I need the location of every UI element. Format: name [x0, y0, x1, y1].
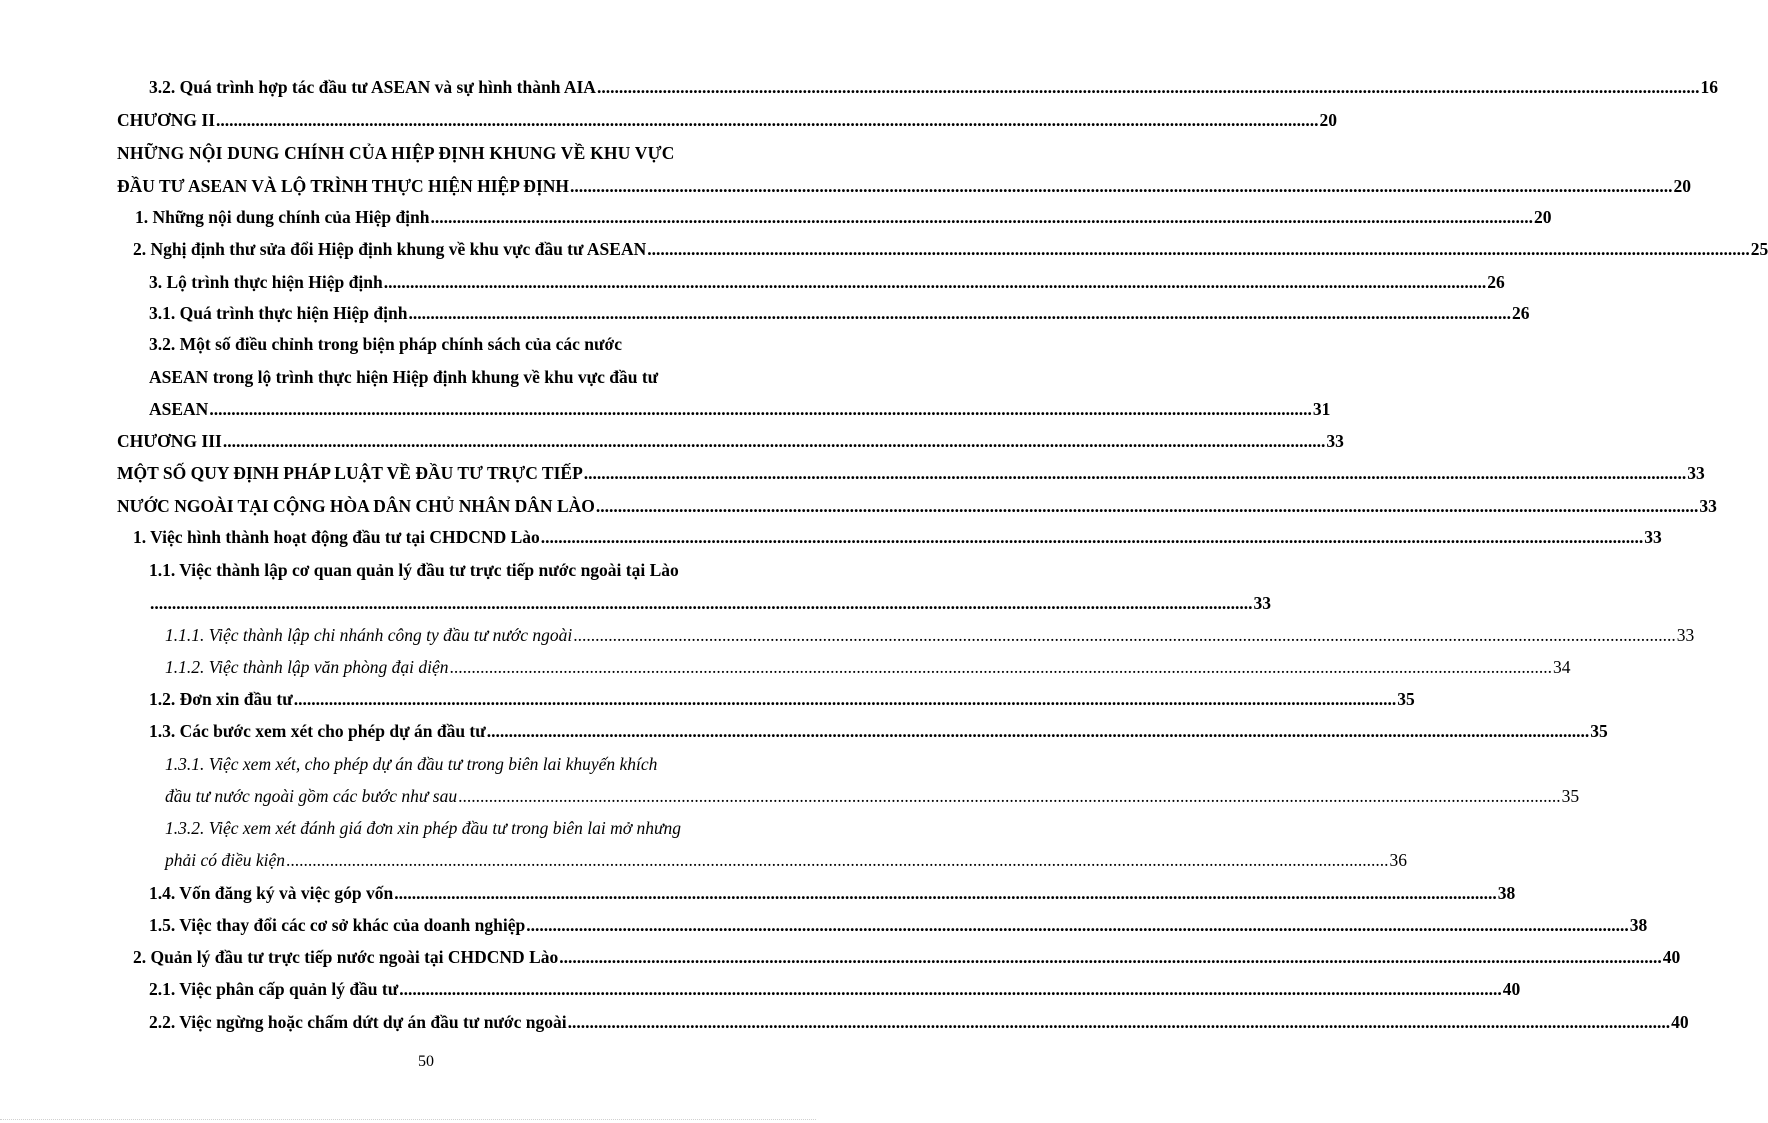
toc-entry-title: 2.1. Việc phân cấp quản lý đầu tư: [149, 979, 399, 999]
toc-entry[interactable]: [0, 425, 1344, 457]
toc-page-number: 36: [1389, 850, 1408, 870]
toc-entry-title-line3: ASEAN: [149, 399, 209, 419]
toc-leader-dots: [223, 425, 1326, 457]
toc-entry[interactable]: [0, 104, 1338, 136]
toc-entry-title: CHƯƠNG II: [117, 110, 216, 130]
toc-page-number: 31: [1312, 399, 1331, 419]
toc-leader-dots: [584, 457, 1687, 489]
toc-page-number: 20: [1673, 176, 1692, 196]
toc-entry-title: 3.1. Quá trình thực hiện Hiệp định: [149, 303, 408, 323]
toc-entry[interactable]: [0, 490, 1717, 522]
toc-entry[interactable]: [0, 457, 1705, 489]
toc-entry-title-line1: NHỮNG NỘI DUNG CHÍNH CỦA HIỆP ĐỊNH KHUNG VỀ KHU VỰC: [117, 143, 675, 163]
toc-page-number: 38: [1497, 883, 1516, 903]
toc-entry-title: 3.2. Quá trình hợp tác đầu tư ASEAN và sự hình thành AIA: [149, 77, 596, 97]
toc-leader-dots: [450, 651, 1553, 683]
toc-entry-title: 1.3. Các bước xem xét cho phép dự án đầu tư: [149, 721, 486, 741]
toc-page-number: 40: [1671, 1012, 1689, 1032]
toc-entry-title-line1: 1.3.1. Việc xem xét, cho phép dự án đầu tư trong biên lai khuyến khích: [165, 754, 658, 774]
toc-entry-title-line2: ĐẦU TƯ ASEAN VÀ LỘ TRÌNH THỰC HIỆN HIỆP ĐỊNH: [117, 176, 570, 196]
toc-leader-dots: [294, 683, 1397, 715]
toc-entry[interactable]: [0, 619, 1695, 651]
toc-page-number: 20: [1534, 207, 1552, 227]
toc-leader-dots: [286, 844, 1389, 876]
toc-entry-title: 1.5. Việc thay đổi các cơ sở khác của doanh nghiệp: [149, 915, 526, 935]
toc-leader-dots: [541, 521, 1644, 553]
toc-page-number: 35: [1397, 689, 1415, 709]
toc-leader-dots: [399, 973, 1502, 1005]
toc-entry-title: 1. Những nội dung chính của Hiệp định: [135, 207, 430, 227]
toc-entry-title: 1.4. Vốn đăng ký và việc góp vốn: [149, 883, 394, 903]
toc-entry[interactable]: [0, 941, 1681, 973]
toc-page-number: 26: [1487, 272, 1505, 292]
toc-entry[interactable]: [0, 587, 1271, 619]
toc-entry[interactable]: [0, 909, 1648, 941]
toc-leader-dots: [526, 909, 1629, 941]
toc-leader-dots: [431, 201, 1534, 233]
toc-page-number: 33: [1699, 496, 1717, 516]
toc-leader-dots: [573, 619, 1676, 651]
toc-entry[interactable]: [0, 651, 1571, 683]
toc-leader-dots: [458, 780, 1561, 812]
toc-entry-title-line1: 1.1. Việc thành lập cơ quan quản lý đầu tư trực tiếp nước ngoài tại Lào: [149, 560, 679, 580]
toc-entry[interactable]: [0, 201, 1552, 233]
toc-page-number: 35: [1590, 721, 1608, 741]
toc-page-number: 33: [1676, 625, 1695, 645]
toc-page-number: 34: [1553, 657, 1571, 677]
toc-leader-dots: [568, 1006, 1671, 1038]
toc-page-number: 33: [1253, 593, 1271, 613]
toc-leader-dots: [408, 297, 1511, 329]
toc-entry[interactable]: [0, 297, 1530, 329]
toc-page-number: 40: [1502, 979, 1521, 999]
toc-page-number: 25: [1750, 239, 1768, 259]
toc-entry[interactable]: [0, 521, 1662, 553]
toc-page-number: 20: [1319, 110, 1338, 130]
page-number: 50: [418, 1053, 434, 1070]
toc-entry-title: 3. Lộ trình thực hiện Hiệp định: [149, 272, 383, 292]
toc-leader-dots: [559, 941, 1662, 973]
toc-entry-title-line1: 1.3.2. Việc xem xét đánh giá đơn xin phép đầu tư trong biên lai mở nhưng: [165, 818, 682, 838]
toc-entry-title: 2.2. Việc ngừng hoặc chấm dứt dự án đầu tư nước ngoài: [149, 1012, 567, 1032]
toc-page-number: 26: [1511, 303, 1530, 323]
toc-page-number: 33: [1326, 431, 1344, 451]
toc-page-number: 33: [1687, 463, 1705, 483]
toc-entry[interactable]: [0, 844, 1408, 876]
toc-entry[interactable]: [0, 780, 1580, 812]
toc-entry-title-line2: phải có điều kiện: [165, 850, 286, 870]
toc-leader-dots: [216, 104, 1319, 136]
toc-entry-title: 2. Nghị định thư sửa đổi Hiệp định khung về khu vực đầu tư ASEAN: [133, 239, 647, 259]
page-bottom-divider: [0, 1119, 816, 1120]
toc-entry-title: 1.1.1. Việc thành lập chi nhánh công ty đầu tư nước ngoài: [165, 625, 573, 645]
toc-entry[interactable]: [0, 715, 1608, 747]
toc-entry[interactable]: [0, 170, 1692, 202]
toc-entry-title: CHƯƠNG III: [117, 431, 222, 451]
toc-leader-dots: [570, 170, 1673, 202]
toc-entry[interactable]: [0, 973, 1521, 1005]
toc-leader-dots: [487, 715, 1590, 747]
toc-leader-dots: [596, 490, 1699, 522]
toc-leader-dots: [647, 233, 1750, 265]
toc-page-number: 40: [1662, 947, 1681, 967]
toc-entry-title-line2: ASEAN trong lộ trình thực hiện Hiệp định khung về khu vực đầu tư: [149, 367, 659, 387]
toc-page-number: 16: [1700, 77, 1718, 97]
toc-entry-title: 1.1.2. Việc thành lập văn phòng đại diện: [165, 657, 449, 677]
toc-leader-dots: [209, 393, 1312, 425]
toc-page-number: 33: [1644, 527, 1662, 547]
toc-entry[interactable]: [0, 877, 1516, 909]
toc-entry-title: 1.2. Đơn xin đầu tư: [149, 689, 293, 709]
toc-entry-title: 1. Việc hình thành hoạt động đầu tư tại CHDCND Lào: [133, 527, 540, 547]
toc-entry-title: MỘT SỐ QUY ĐỊNH PHÁP LUẬT VỀ ĐẦU TƯ TRỰC TIẾP: [117, 463, 583, 483]
toc-entry[interactable]: [0, 1006, 1689, 1038]
toc-page-number: 38: [1629, 915, 1648, 935]
toc-leader-dots: [150, 587, 1253, 619]
toc-leader-dots: [384, 266, 1487, 298]
toc-entry[interactable]: [0, 71, 1718, 103]
toc-entry-title: 2. Quản lý đầu tư trực tiếp nước ngoài tại CHDCND Lào: [133, 947, 559, 967]
toc-entry[interactable]: [0, 683, 1415, 715]
toc-leader-dots: [394, 877, 1497, 909]
toc-entry-title-line1: 3.2. Một số điều chỉnh trong biện pháp chính sách của các nước: [149, 334, 622, 354]
toc-entry[interactable]: [0, 266, 1505, 298]
toc-page-number: 35: [1561, 786, 1580, 806]
toc-entry[interactable]: [0, 393, 1331, 425]
toc-entry[interactable]: [0, 233, 1768, 265]
toc-entry-title: NƯỚC NGOÀI TẠI CỘNG HÒA DÂN CHỦ NHÂN DÂN LÀO: [117, 496, 595, 516]
toc-entry-title-line2: đầu tư nước ngoài gồm các bước như sau: [165, 786, 458, 806]
toc-leader-dots: [597, 71, 1700, 103]
